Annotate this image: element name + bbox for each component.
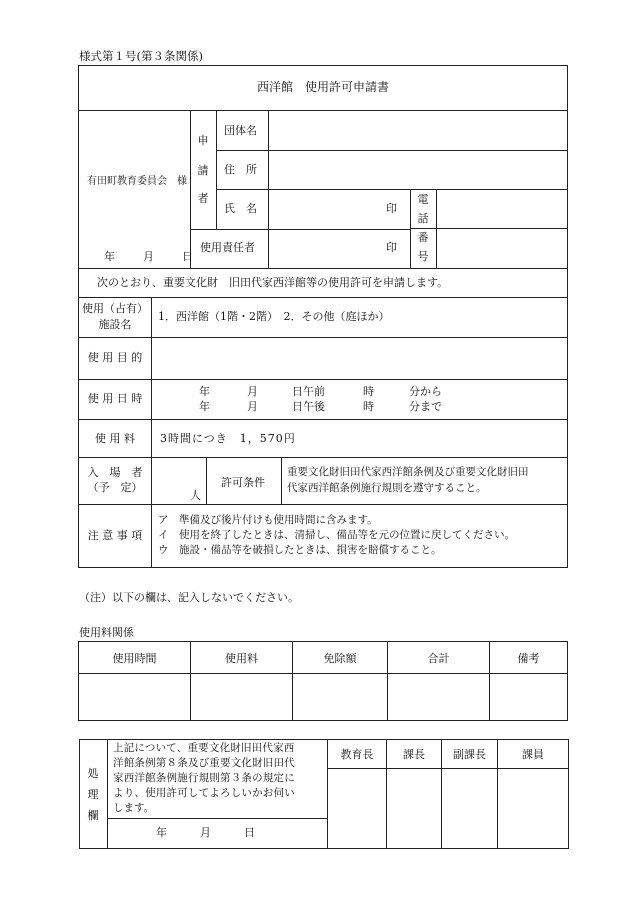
- entrants-unit: 人: [190, 489, 201, 502]
- facility-label-1: 使用（占有）: [82, 302, 148, 315]
- fee-label: 使 用 料: [95, 432, 135, 445]
- phone-label-2: 話: [417, 212, 429, 225]
- stamp-superintendent[interactable]: [329, 770, 385, 847]
- applicant-label-1: 申: [197, 134, 209, 147]
- cell-usage-time[interactable]: [79, 674, 191, 721]
- fee-table: [78, 641, 568, 721]
- cell-exemption[interactable]: [293, 674, 388, 721]
- start-day-am: 日午前: [292, 385, 325, 398]
- conditions-line-2: 代家西洋館条例施行規則を遵守すること。: [287, 482, 487, 494]
- header-total: 合計: [388, 642, 490, 674]
- group-name-field[interactable]: [270, 112, 566, 148]
- end-month: 月: [247, 400, 258, 413]
- start-year: 年: [199, 385, 210, 398]
- applicant-label-2: 請: [197, 164, 209, 177]
- process-text-3: 家西洋館条例施行規則第３条の規定に: [113, 772, 295, 784]
- phone-label-1: 電: [417, 193, 429, 206]
- purpose-field[interactable]: [153, 339, 566, 378]
- note-item-b: イ 使用を終了したときは、清掃し、備品等を元の位置に戻してください。: [158, 529, 515, 541]
- entrants-label-1: 入 場 者: [87, 466, 143, 479]
- addressee: 有田町教育委員会 様: [87, 176, 187, 187]
- note-item-a: ア 準備及び後片付けも使用時間に含みます。: [158, 514, 378, 526]
- process-label-3: 欄: [87, 809, 99, 822]
- cell-fee[interactable]: [191, 674, 293, 721]
- conditions-label: 許可条件: [221, 476, 265, 489]
- approver-director: 課長: [403, 748, 425, 761]
- office-use-note: （注）以下の欄は、記入しないでください。: [79, 591, 299, 604]
- group-name-label: 団体名: [224, 124, 257, 137]
- intro-text: 次のとおり、重要文化財 旧田代家西洋館等の使用許可を申請します。: [97, 276, 449, 289]
- note-item-c: ウ 施設・備品等を破損したときは、損害を賠償すること。: [158, 544, 442, 556]
- address-label: 住 所: [224, 163, 257, 176]
- process-text-5: します。: [113, 802, 155, 814]
- fee-value: 3時間につき 1，570円: [160, 432, 296, 445]
- cell-remarks[interactable]: [490, 674, 568, 721]
- stamp-deputy[interactable]: [443, 770, 496, 847]
- approver-staff: 課員: [522, 748, 544, 761]
- header-usage-time: 使用時間: [79, 642, 191, 674]
- datetime-label: 使 用 日 時: [87, 392, 143, 405]
- purpose-label: 使 用 目 的: [87, 351, 143, 364]
- end-hour: 時: [363, 400, 374, 413]
- page-title: 西洋館 使用許可申請書: [256, 80, 389, 94]
- stamp-staff[interactable]: [499, 770, 567, 847]
- manager-seal: 印: [386, 241, 397, 254]
- process-label-2: 理: [87, 788, 99, 801]
- entrants-label-2: （予 定）: [87, 481, 143, 494]
- fee-section-title: 使用料関係: [79, 626, 134, 639]
- end-minute: 分まで: [409, 400, 442, 413]
- phone-field[interactable]: [438, 191, 566, 266]
- manager-label: 使用責任者: [200, 241, 255, 254]
- end-day-pm: 日午後: [292, 400, 325, 413]
- phone-label-3: 番: [417, 231, 429, 244]
- facility-value[interactable]: 1．西洋館（1階・2階） 2．その他（庭ほか）: [158, 310, 390, 323]
- start-hour: 時: [363, 385, 374, 398]
- process-text-1: 上記について、重要文化財旧田代家西: [113, 742, 295, 754]
- notes-label: 注 意 事 項: [87, 529, 143, 542]
- header-exemption: 免除額: [293, 642, 388, 674]
- cell-total[interactable]: [388, 674, 490, 721]
- application-date: 年 月 日: [104, 250, 195, 263]
- name-label: 氏 名: [224, 202, 257, 215]
- stamp-director[interactable]: [388, 770, 440, 847]
- approver-deputy: 副課長: [453, 748, 486, 761]
- process-date: 年 月 日: [156, 826, 255, 839]
- end-year: 年: [199, 400, 210, 413]
- header-fee: 使用料: [191, 642, 293, 674]
- address-field[interactable]: [270, 152, 566, 188]
- applicant-label-3: 者: [197, 192, 209, 205]
- phone-label-4: 号: [417, 250, 429, 263]
- conditions-line-1: 重要文化財旧田代家西洋館条例及び重要文化財旧田: [287, 466, 529, 478]
- header-remarks: 備考: [490, 642, 568, 674]
- start-month: 月: [247, 385, 258, 398]
- process-text-2: 洋館条例第８条及び重要文化財旧田代: [113, 757, 295, 769]
- approver-superintendent: 教育長: [340, 748, 374, 761]
- start-minute: 分から: [409, 385, 442, 398]
- process-label-1: 処: [87, 767, 99, 780]
- process-text-4: より、使用許可してよろしいかお伺い: [113, 787, 295, 799]
- form-number: 様式第１号(第３条関係): [79, 49, 203, 63]
- name-seal: 印: [386, 202, 397, 215]
- facility-label-2: 施設名: [98, 318, 132, 331]
